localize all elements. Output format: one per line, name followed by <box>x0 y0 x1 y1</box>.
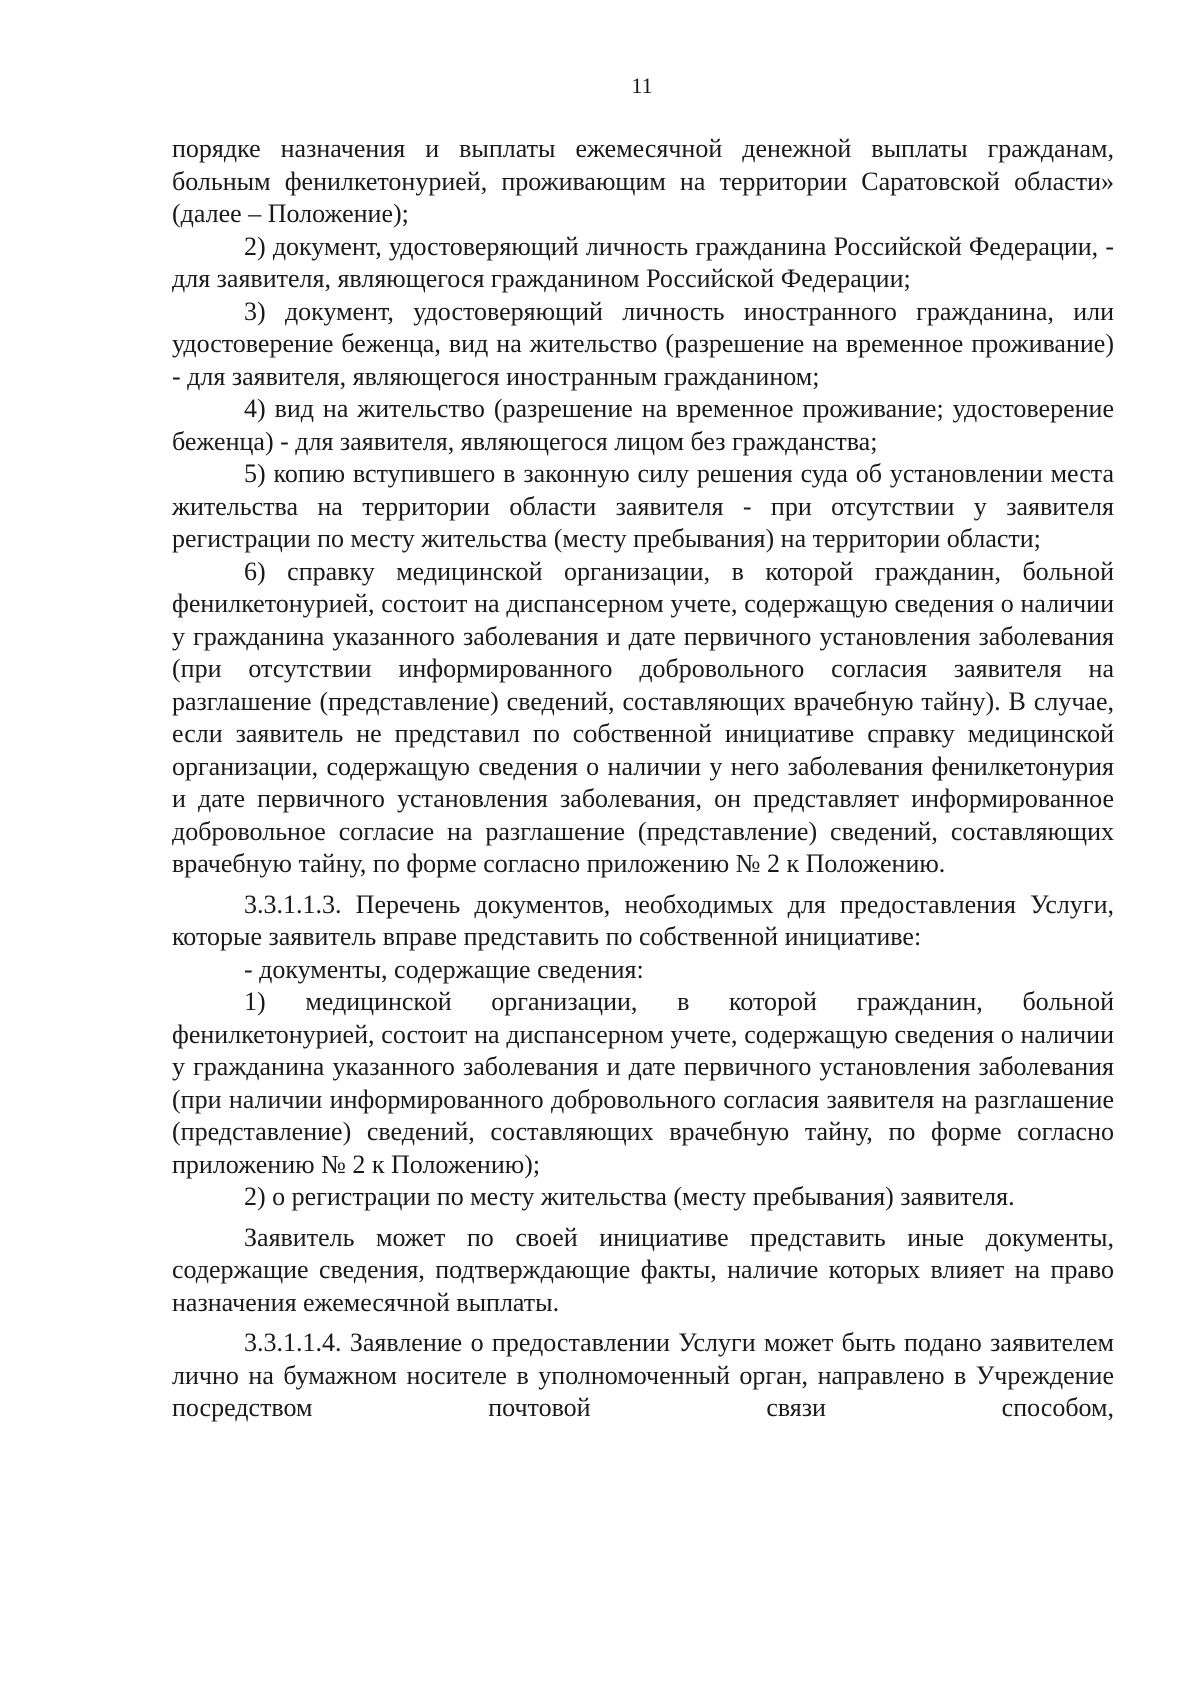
paragraph-item-3: 3) документ, удостоверяющий личность иностранного гражданина, или удостоверение беженца, вид на жительство (разрешение на временное проживание) - для заявителя, являющегося иностранным гражданином; <box>172 296 1114 391</box>
document-body <box>172 133 1114 1425</box>
paragraph-item-6: 6) справку медицинской организации, в которой гражданин, больной фенилкетонурией, состоит на диспансерном учете, содержащую сведения о наличии у гражданина указанного заболевания и дате первичного установления заболевания (при отсутствии информированного добровольного согласия заявителя на разглашение (представление) сведений, составляющих врачебную тайну). В случае, если заявитель не представил по собственной инициативе справку медицинской организации, содержащую сведения о наличии у него заболевания фенилкетонурия и дате первичного установления заболевания, он представляет информированное добровольное согласие на разглашение (представление) сведений, составляющих врачебную тайну, по форме согласно приложению № 2 к Положению. <box>172 556 1114 878</box>
paragraph-documents-list-intro: - документы, содержащие сведения: <box>244 954 644 984</box>
paragraph-optional-item-2: 2) о регистрации по месту жительства (месту пребывания) заявителя. <box>244 1182 1015 1211</box>
paragraph-item-5: 5) копию вступившего в законную силу решения суда об установлении места жительства на территории области заявителя - при отсутствии у заявителя регистрации по месту жительства (месту пребывания) на территории области; <box>172 459 1114 553</box>
paragraph-continuation: порядке назначения и выплаты ежемесячной денежной выплаты гражданам, больным фенилкетонурией, проживающим на территории Саратовской области» (далее – Положение); <box>172 134 1114 228</box>
paragraph-section-3-3-1-1-4: 3.3.1.1.4. Заявление о предоставлении Услуги может быть подано заявителем лично на бумажном носителе в уполномоченный орган, направлено в Учреждение посредством почтовой связи способом, <box>172 1328 1114 1422</box>
paragraph-item-4: 4) вид на жительство (разрешение на временное проживание; удостоверение беженца) - для заявителя, являющегося лицом без гражданства; <box>172 394 1114 456</box>
paragraph-other-documents: Заявитель может по своей инициативе представить иные документы, содержащие сведения, подтверждающие факты, наличие которых влияет на право назначения ежемесячной выплаты. <box>172 1222 1114 1317</box>
paragraph-optional-item-1: 1) медицинской организации, в которой гражданин, больной фенилкетонурией, состоит на диспансерном учете, содержащую сведения о наличии у гражданина указанного заболевания и дате первичного установления заболевания (при наличии информированного добровольного согласия заявителя на разглашение (представление) сведений, составляющих врачебную тайну, по форме согласно приложению № 2 к Положению); <box>172 987 1114 1179</box>
page-number: 11 <box>631 73 653 98</box>
paragraph-item-2: 2) документ, удостоверяющий личность гражданина Российской Федерации, - для заявителя, являющегося гражданином Российской Федерации; <box>172 231 1114 293</box>
paragraph-section-3-3-1-1-3: 3.3.1.1.3. Перечень документов, необходимых для предоставления Услуги, которые заявитель вправе представить по собственной инициативе: <box>172 889 1114 951</box>
